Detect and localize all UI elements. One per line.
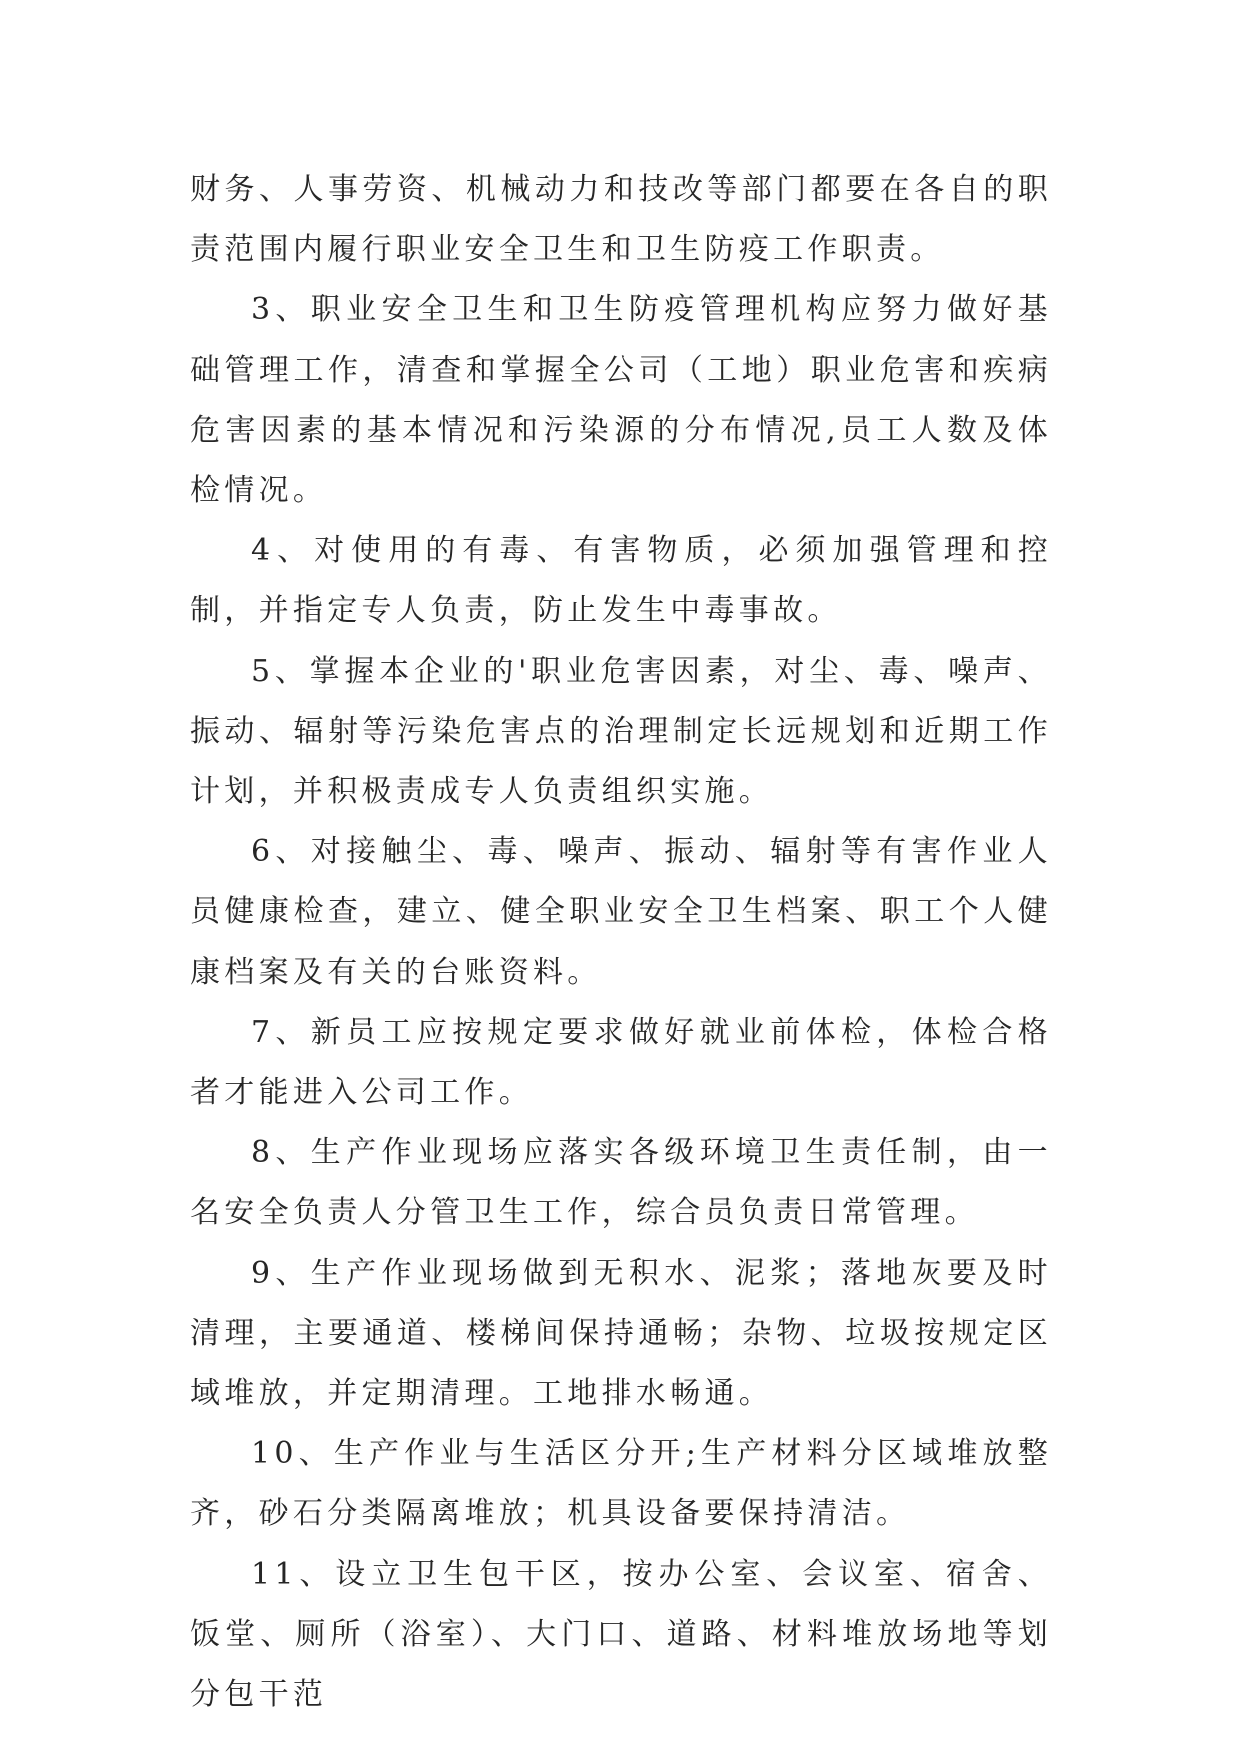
paragraph-1: 财务、人事劳资、机械动力和技改等部门都要在各自的职责范围内履行职业安全卫生和卫生防疫工作职责。 — [190, 172, 1052, 268]
paragraph-7: 8、生产作业现场应落实各级环境卫生责任制，由一名安全负责人分管卫生工作，综合员负责日常管理。 — [190, 1135, 1052, 1231]
paragraph-5: 6、对接触尘、毒、噪声、振动、辐射等有害作业人员健康检查，建立、健全职业安全卫生档案、职工个人健康档案及有关的台账资料。 — [190, 834, 1052, 990]
paragraph-6: 7、新员工应按规定要求做好就业前体检，体检合格者才能进入公司工作。 — [190, 1014, 1052, 1111]
document-body — [190, 160, 1052, 1725]
paragraph-9: 10、生产作业与生活区分开;生产材料分区域堆放整齐，砂石分类隔离堆放；机具设备要保持清洁。 — [190, 1436, 1052, 1532]
paragraph-10: 11、设立卫生包干区，按办公室、会议室、宿舍、饭堂、厕所（浴室）、大门口、道路、材料堆放场地等划分包干范 — [190, 1556, 1052, 1713]
paragraph-3: 4、对使用的有毒、有害物质，必须加强管理和控制，并指定专人负责，防止发生中毒事故。 — [190, 533, 1052, 629]
paragraph-4: 5、掌握本企业的'职业危害因素，对尘、毒、噪声、振动、辐射等污染危害点的治理制定长远规划和近期工作计划，并积极责成专人负责组织实施。 — [190, 653, 1052, 810]
paragraph-2: 3、职业安全卫生和卫生防疫管理机构应努力做好基础管理工作，清查和掌握全公司（工地）职业危害和疾病危害因素的基本情况和污染源的分布情况,员工人数及体检情况。 — [190, 292, 1052, 509]
paragraph-8: 9、生产作业现场做到无积水、泥浆；落地灰要及时清理，主要通道、楼梯间保持通畅；杂物、垃圾按规定区域堆放，并定期清理。工地排水畅通。 — [190, 1255, 1052, 1412]
